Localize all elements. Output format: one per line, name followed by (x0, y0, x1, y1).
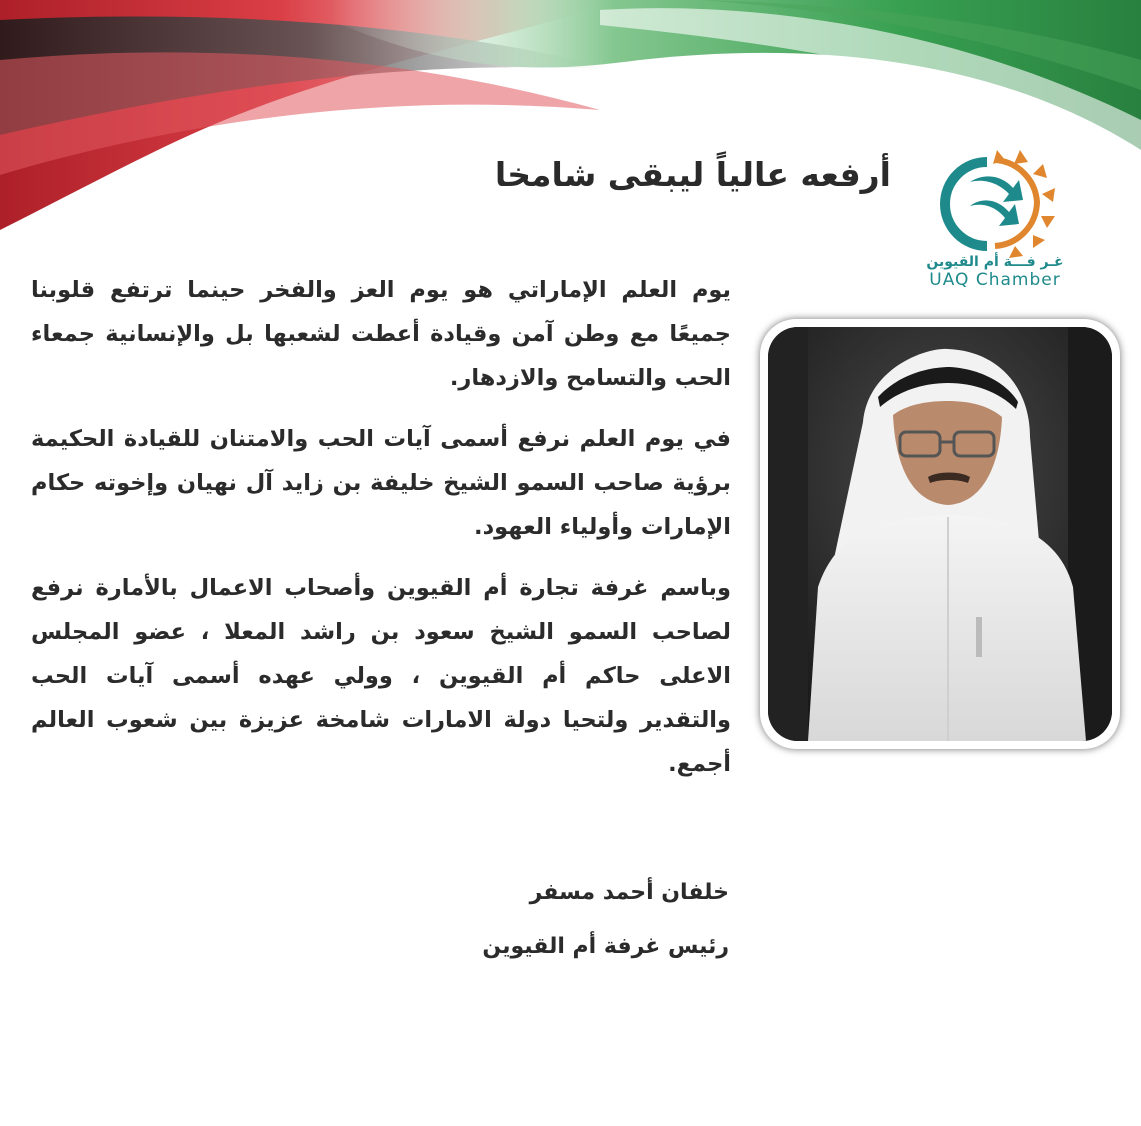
sun-rays-icon (993, 150, 1055, 258)
message-paragraph: في يوم العلم نرفع أسمى آيات الحب والامتنان للقيادة الحكيمة برؤية صاحب السمو الشيخ خليفة بن زايد آل نهيان وإخوته حكام الإمارات وأولياء العهود. (31, 426, 731, 540)
message-paragraph: يوم العلم الإماراتي هو يوم العز والفخر حينما ترتفع قلوبنا جميعًا مع وطن آمن وقيادة أعطت لشعبها بل والإنسانية جمعاء الحب والتسامح والازدهار. (31, 277, 731, 391)
signature-block (482, 866, 729, 974)
message-body (31, 268, 731, 803)
logo-english-name: UAQ Chamber (929, 270, 1061, 290)
arrow-icon (970, 200, 1019, 226)
arrow-icon (970, 176, 1023, 202)
logo-arabic-name: غـر فـــة أم القيوين (926, 254, 1064, 270)
signatory-title: رئيس غرفة أم القيوين (482, 934, 729, 959)
portrait-photo-frame (760, 319, 1120, 749)
portrait-photo (768, 327, 1112, 741)
page-title: أرفعه عالياً ليبقى شامخا (494, 155, 891, 194)
signatory-name: خلفان أحمد مسفر (529, 880, 729, 905)
message-paragraph: وباسم غرفة تجارة أم القيوين وأصحاب الاعمال بالأمارة نرفع لصاحب السمو الشيخ سعود بن راشد المعلا ، عضو المجلس الاعلى حاكم أم القيوين ، وولي عهده أسمى آيات الحب والتقدير ولتحيا دولة الامارات شامخة عزيزة بين شعوب العالم أجمع. (31, 575, 731, 777)
